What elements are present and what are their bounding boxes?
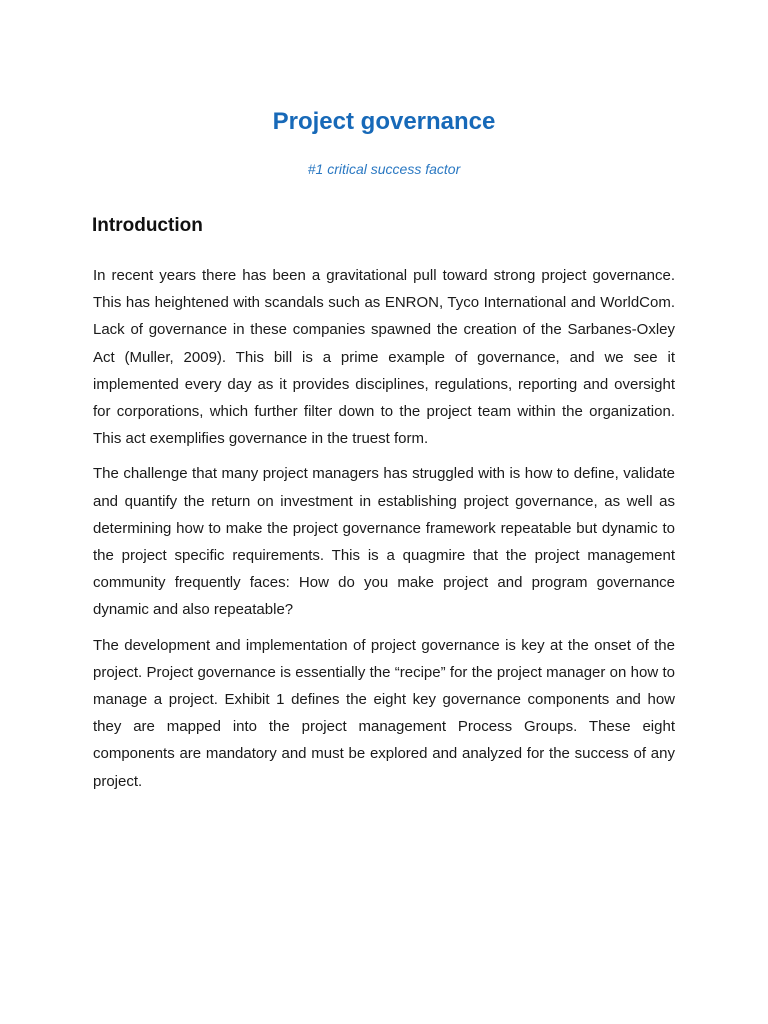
paragraph-1: In recent years there has been a gravitational pull toward strong project governance. This has heightened with scandals such as ENRON, Tyco International and WorldCom. Lack of governance in these companies spawned the creation of the Sarbanes-Oxley Act (Muller, 2009). This bill is a prime example of governance, and we see it implemented every day as it provides disciplines, regulations, reporting and oversight for corporations, which further filter down to the project team within the organization. This act exemplifies governance in the truest form. <box>93 267 675 448</box>
page-subtitle: #1 critical success factor <box>307 161 461 177</box>
document-body <box>93 262 675 803</box>
paragraph-2: The challenge that many project managers has struggled with is how to define, validate and quantify the return on investment in establishing project governance, as well as determining how to make the project governance framework repeatable but dynamic to the project specific requirements. This is a quagmire that the project management community frequently faces: How do you make project and program governance dynamic and also repeatable? <box>93 465 675 619</box>
section-heading-introduction: Introduction <box>92 215 203 236</box>
paragraph-3: The development and implementation of project governance is key at the onset of the project. Project governance is essentially the “recipe” for the project manager on how to manage a project. Exhibit 1 defines the eight key governance components and how they are mapped into the project management Process Groups. These eight components are mandatory and must be explored and analyzed for the success of any project. <box>93 636 675 790</box>
page-title: Project governance <box>272 108 496 135</box>
